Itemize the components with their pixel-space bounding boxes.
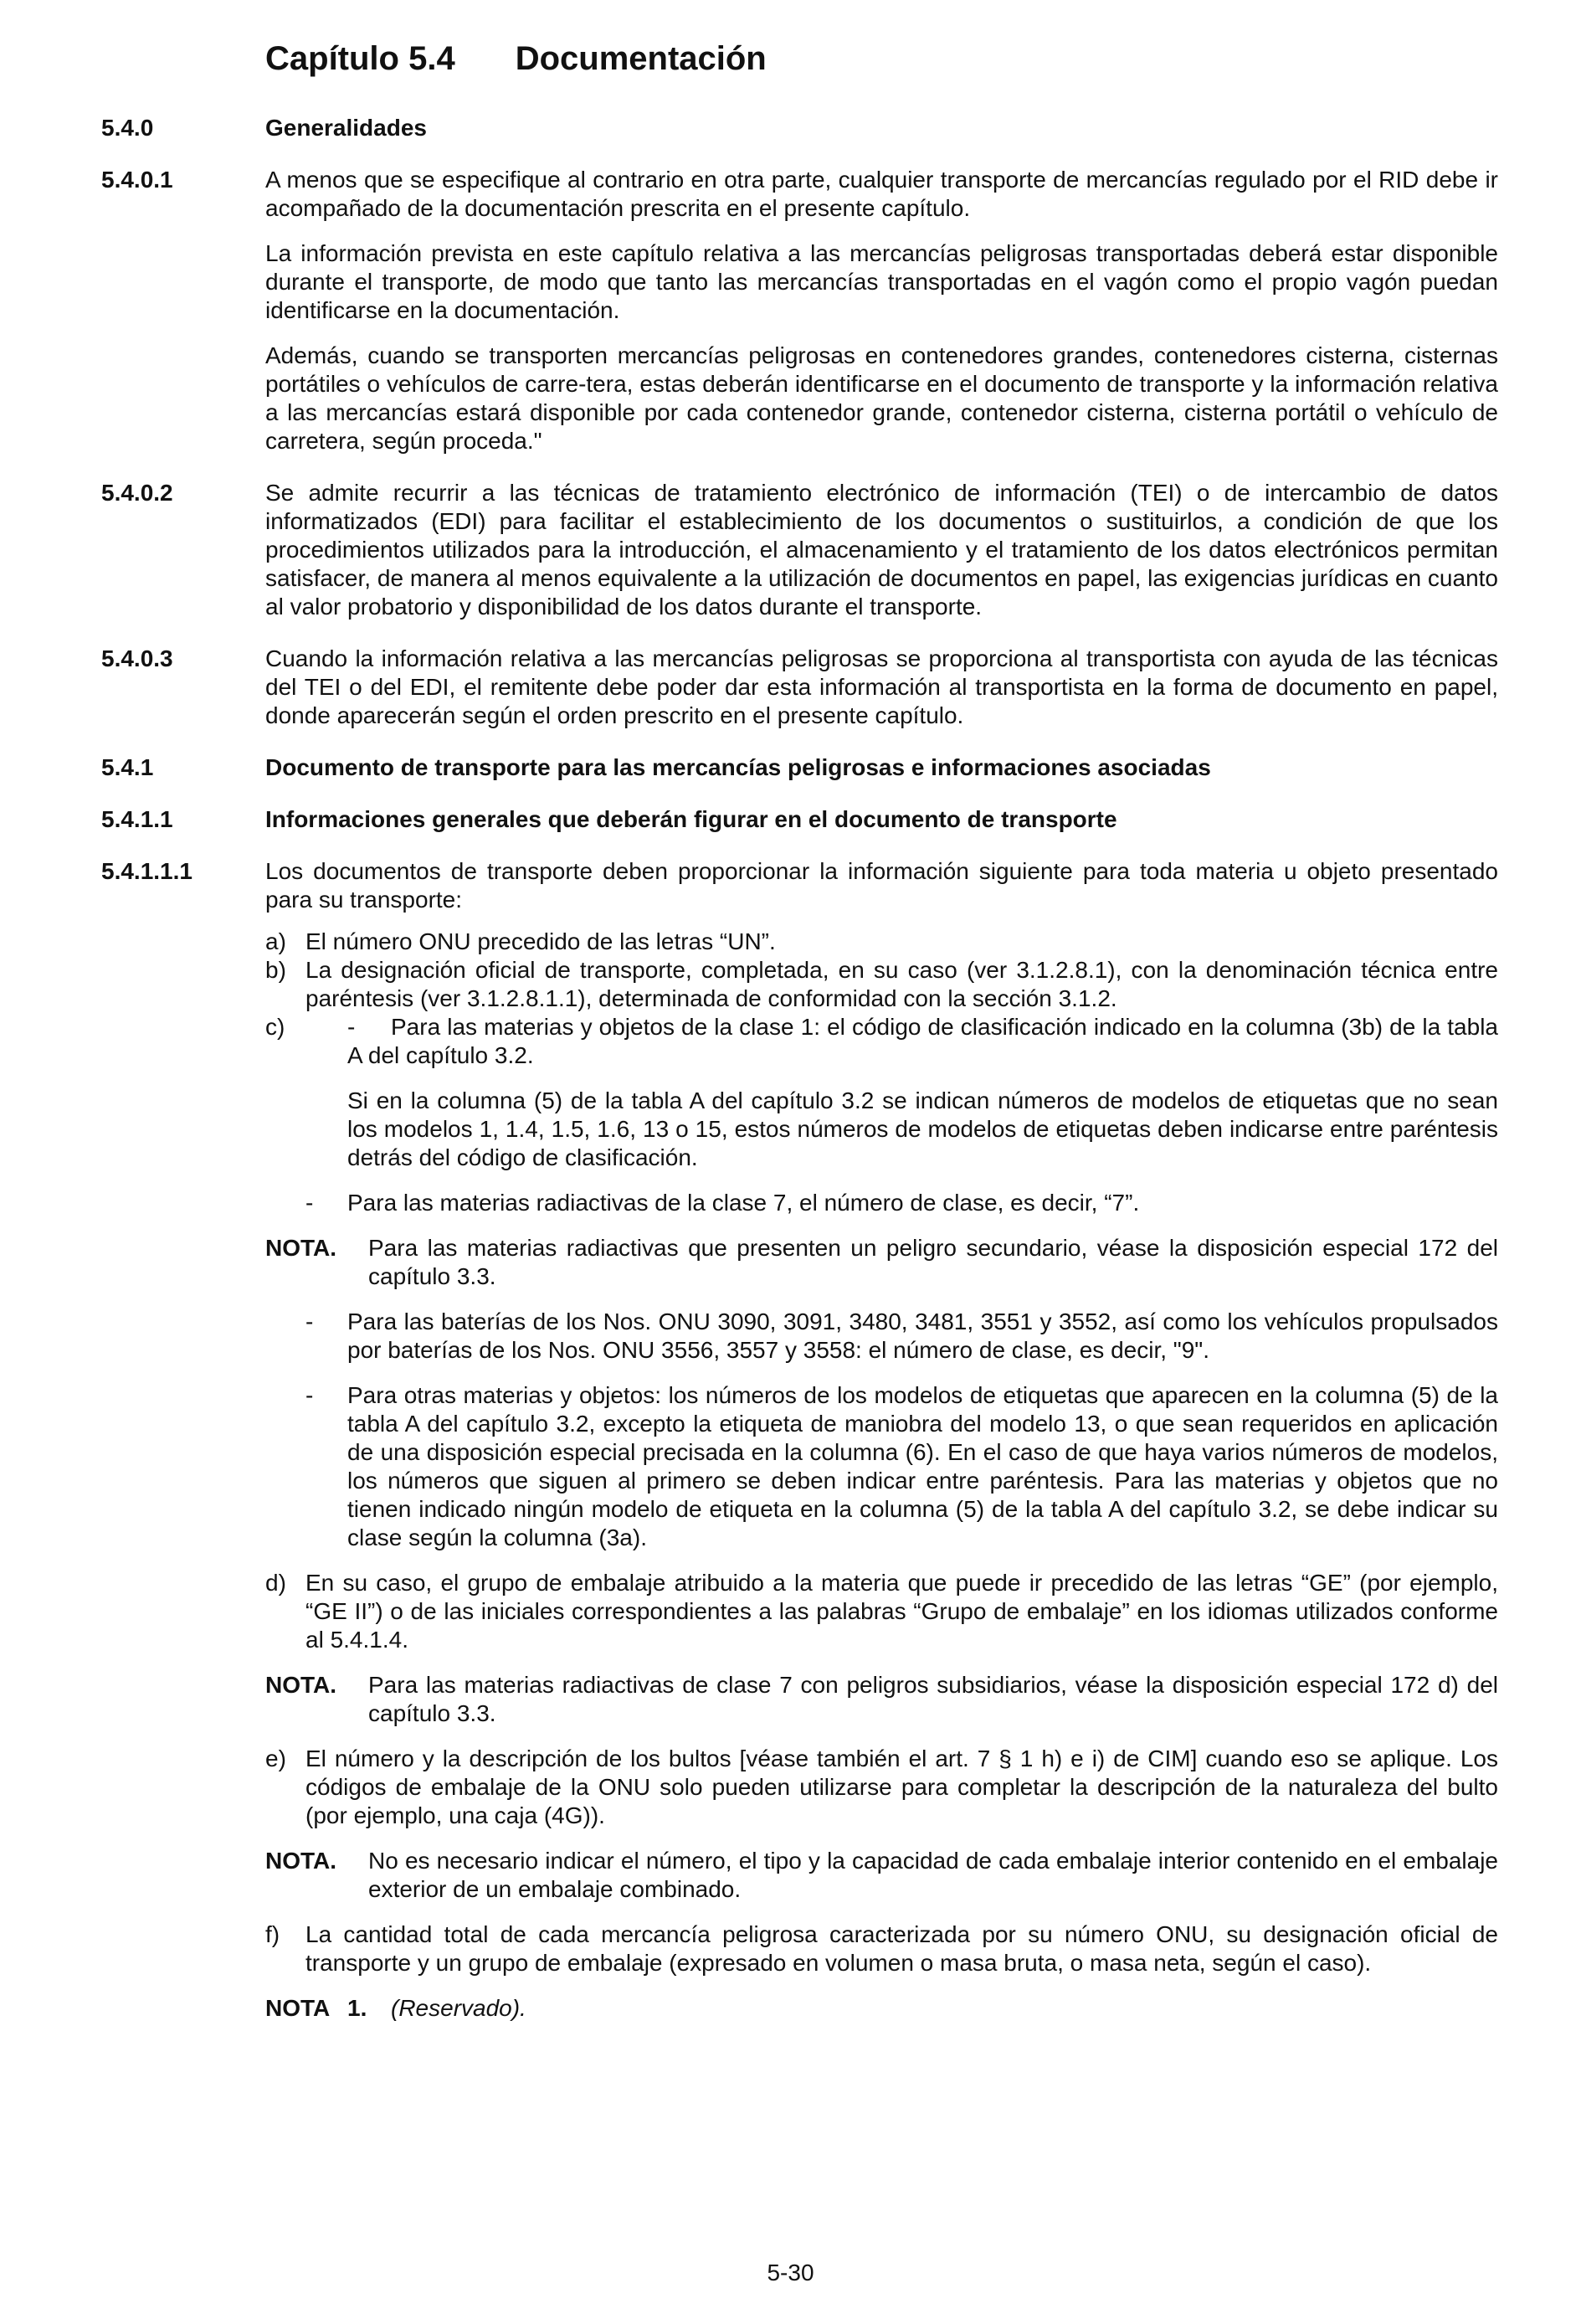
section-5-4-0-3 — [101, 645, 1498, 730]
dash-marker: - — [305, 1190, 314, 1216]
continuation-paragraph: Si en la columna (5) de la tabla A del capítulo 3.2 se indican números de modelos de etiquetas que no sean los modelos 1, 1.4, 1.5, 1.6, 13 o 15, estos números de modelos de etiquetas deben indicarse entre paréntesis detrás del código de clasificación. — [347, 1087, 1498, 1170]
chapter-heading — [265, 39, 1498, 79]
section-number: 5.4.0.3 — [101, 645, 173, 671]
section-5-4-0 — [101, 114, 1498, 142]
section-5-4-1 — [101, 753, 1498, 782]
page-footer — [0, 2259, 1581, 2287]
list-item-d — [265, 1569, 1498, 1654]
chapter-number: Capítulo 5.4 — [265, 40, 455, 77]
dash-marker: - — [305, 1382, 314, 1408]
section-number: 5.4.0.1 — [101, 167, 173, 193]
nota-number: 1. — [347, 1995, 367, 2021]
paragraph: La información prevista en este capítulo relativa a las mercancías peligrosas transportadas deberá estar disponible durante el transporte, de modo que tanto las mercancías transportadas en el vagón como el propio vagón puedan identificarse en la documentación. — [265, 240, 1498, 323]
item-text — [347, 1013, 1498, 1070]
dash-item — [305, 1189, 1498, 1217]
dash-marker: - — [305, 1309, 314, 1334]
section-heading: Documento de transporte para las mercancías peligrosas e informaciones asociadas — [265, 754, 1211, 780]
section-number: 5.4.1.1.1 — [101, 858, 192, 884]
section-5-4-0-1 — [101, 166, 1498, 455]
item-text: El número y la descripción de los bultos [véase también el art. 7 § 1 h) e i) de CIM] cuando eso se aplique. Los códigos de embalaje de la ONU solo pueden utilizarse para completar la descripción de la naturaleza del bulto (por ejemplo, una caja (4G)). — [305, 1746, 1498, 1828]
nota-label: NOTA — [265, 1995, 331, 2021]
nota-label: NOTA. — [265, 1235, 337, 1261]
paragraph: A menos que se especifique al contrario en otra parte, cualquier transporte de mercancías regulado por el RID debe ir acompañado de la documentación prescrita en el presente capítulo. — [265, 167, 1498, 221]
item-text: Para otras materias y objetos: los números de los modelos de etiquetas que aparecen en la columna (5) de la tabla A del capítulo 3.2, excepto la etiqueta de maniobra del modelo 13, o que sean requeridos en aplicación de una disposición especial precisada en la columna (6). En el caso de que haya varios números de modelos, los números que siguen al primero se deben indicar entre paréntesis. Para las materias y objetos que no tienen indicado ningún modelo de etiqueta en la columna (5) de la tabla A del capítulo 3.2, se debe indicar su clase según la columna (3a). — [347, 1382, 1498, 1550]
nota-text: (Reservado). — [391, 1995, 526, 2021]
item-text: La designación oficial de transporte, completada, en su caso (ver 3.1.2.8.1), con la denominación técnica entre paréntesis (ver 3.1.2.8.1.1), determinada de conformidad con la sección 3.1.2. — [305, 957, 1498, 1011]
section-5-4-0-2 — [101, 479, 1498, 621]
section-body — [265, 479, 1498, 621]
list-item-e — [265, 1745, 1498, 1830]
paragraph: Se admite recurrir a las técnicas de tratamiento electrónico de información (TEI) o de intercambio de datos informatizados (EDI) para facilitar el establecimiento de los documentos o sustituirlos, a condición de que los procedimientos utilizados para la introducción, el almacenamiento y el tratamiento de los datos electrónicos permitan satisfacer, de manera al menos equivalente a la utilización de documentos en papel, las exigencias jurídicas en cuanto al valor probatorio y disponibilidad de los datos durante el transporte. — [265, 480, 1498, 620]
list-item-a — [265, 928, 1498, 956]
nota-item — [265, 1234, 1498, 1291]
dash-marker: - — [347, 1014, 356, 1040]
item-text: La cantidad total de cada mercancía peligrosa caracterizada por su número ONU, su designación oficial de transporte y un grupo de embalaje (expresado en volumen o masa bruta, o masa neta, según el caso). — [305, 1921, 1498, 1976]
item-text: Para las materias radiactivas de la clase 7, el número de clase, es decir, “7”. — [347, 1190, 1140, 1216]
list-item-b — [265, 956, 1498, 1013]
item-label: e) — [265, 1746, 286, 1771]
nota-item — [265, 1671, 1498, 1728]
item-text-content: Para las materias y objetos de la clase 1: el código de clasificación indicado en la columna (3b) de la tabla A del capítulo 3.2. — [347, 1014, 1498, 1068]
nota-text: No es necesario indicar el número, el tipo y la capacidad de cada embalaje interior contenido en el embalaje exterior de un embalaje combinado. — [368, 1848, 1498, 1902]
section-heading: Generalidades — [265, 115, 427, 141]
nota-reservado-item — [265, 1994, 1498, 2023]
item-label: b) — [265, 957, 286, 983]
dash-item — [305, 1381, 1498, 1552]
paragraph: Además, cuando se transporten mercancías peligrosas en contenedores grandes, contenedores cisterna, cisternas portátiles o vehículos de carre-tera, estas deberán identificarse en el documento de transporte y la información relativa a las mercancías estará disponible por cada contenedor grande, contenedor cisterna, cisterna portátil o vehículo de carretera, según proceda." — [265, 342, 1498, 454]
item-label: a) — [265, 928, 286, 954]
nota-item — [265, 1847, 1498, 1904]
section-heading: Informaciones generales que deberán figurar en el documento de transporte — [265, 806, 1117, 832]
chapter-title: Documentación — [515, 40, 767, 77]
nota-text: Para las materias radiactivas de clase 7 con peligros subsidiarios, véase la disposición especial 172 d) del capítulo 3.3. — [368, 1672, 1498, 1726]
paragraph: Cuando la información relativa a las mercancías peligrosas se proporciona al transportista con ayuda de las técnicas del TEI o del EDI, el remitente debe poder dar esta información al transportista en la forma de documento en papel, donde aparecerán según el orden prescrito en el presente capítulo. — [265, 645, 1498, 728]
item-text: El número ONU precedido de las letras “UN”. — [305, 928, 776, 954]
nota-label: NOTA. — [265, 1848, 337, 1874]
section-number: 5.4.1 — [101, 754, 154, 780]
nota-text: Para las materias radiactivas que presenten un peligro secundario, véase la disposición especial 172 del capítulo 3.3. — [368, 1235, 1498, 1289]
list-item-c — [265, 1013, 1498, 1070]
section-5-4-1-1 — [101, 805, 1498, 834]
item-text: Para las baterías de los Nos. ONU 3090, 3091, 3480, 3481, 3551 y 3552, así como los vehículos propulsados por baterías de los Nos. ONU 3556, 3557 y 3558: el número de clase, es decir, "9". — [347, 1309, 1498, 1363]
section-body — [265, 166, 1498, 455]
item-text: En su caso, el grupo de embalaje atribuido a la materia que puede ir precedido de las letras “GE” (por ejemplo, “GE II”) o de las iniciales correspondientes a las palabras “Grupo de embalaje” en los idiomas utilizados conforme al 5.4.1.4. — [305, 1570, 1498, 1653]
section-5-4-1-1-1 — [101, 857, 1498, 2023]
item-label: f) — [265, 1921, 280, 1947]
section-body — [265, 645, 1498, 730]
dash-item — [305, 1308, 1498, 1365]
page-number: 5-30 — [767, 2260, 814, 2285]
item-label: c) — [265, 1014, 285, 1040]
nota-label: NOTA. — [265, 1672, 337, 1698]
item-label: d) — [265, 1570, 286, 1596]
section-intro: Los documentos de transporte deben proporcionar la información siguiente para toda materia u objeto presentado para su transporte: — [265, 858, 1498, 913]
section-number: 5.4.0.2 — [101, 480, 173, 506]
section-number: 5.4.0 — [101, 115, 154, 141]
section-body — [265, 857, 1498, 2023]
section-number: 5.4.1.1 — [101, 806, 173, 832]
list-item-f — [265, 1920, 1498, 1977]
